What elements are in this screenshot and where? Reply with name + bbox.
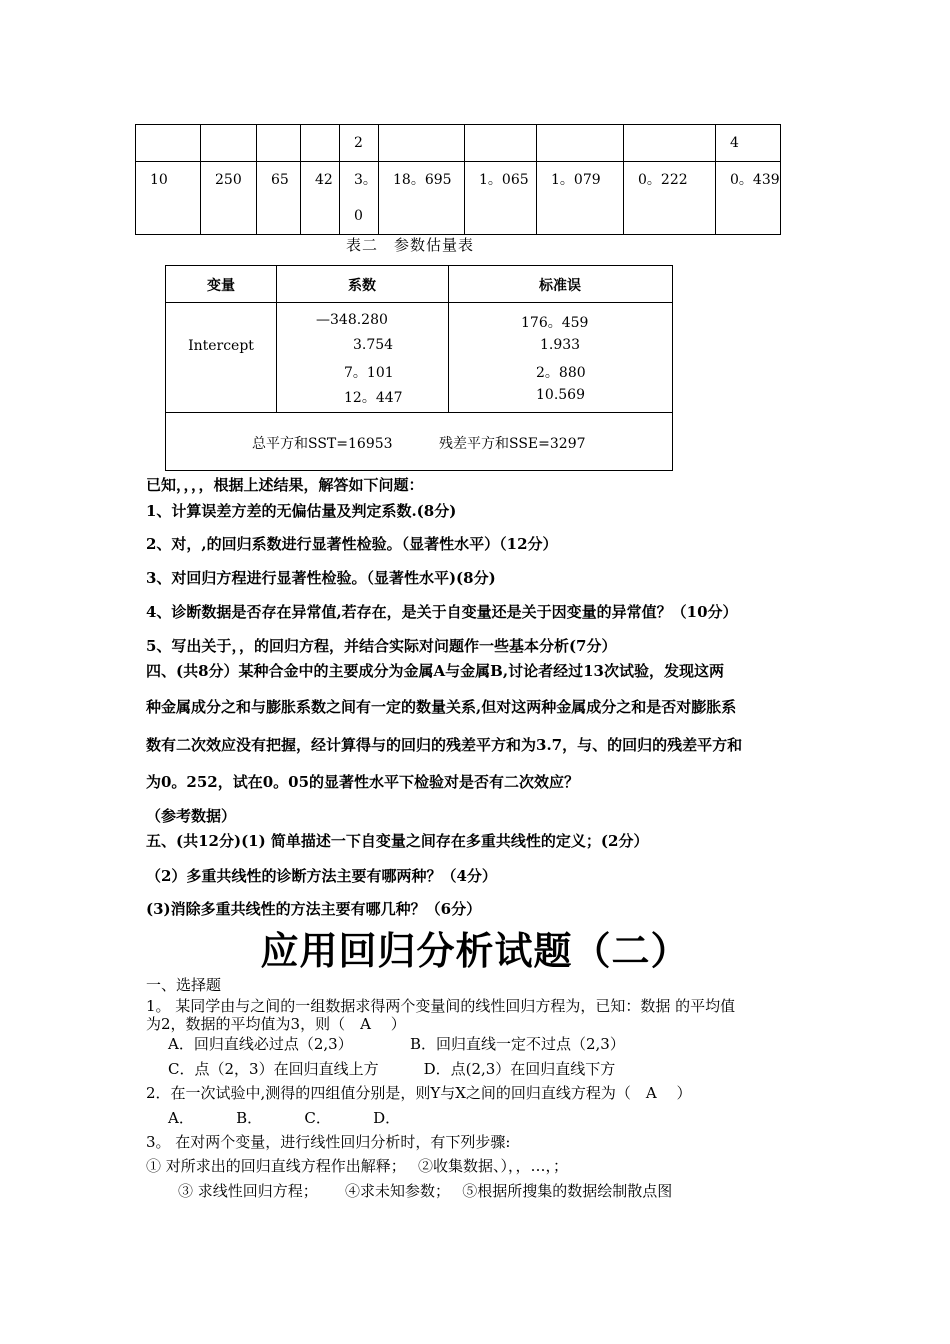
table-cell: 42 [301,162,340,235]
std-error: 176。459 [521,315,589,331]
question-line: 种金属成分之和与膨胀系数之间有一定的数量关系,但对这两种金属成分之和是否对膨胀系 [146,698,737,716]
table-cell [465,125,537,162]
step-line: ③ 求线性回归方程； ④求未知参数； ⑤根据所搜集的数据绘制散点图 [178,1182,673,1200]
std-error: 2。880 [536,365,586,381]
table-cell: 2 [340,125,379,162]
option-line: C．点（2，3）在回归直线上方 D．点(2,3）在回归直线下方 [168,1060,616,1078]
question-line: 1。 某同学由与之间的一组数据求得两个变量间的线性回归方程为，已知：数据 的平均值 [146,997,736,1015]
table-cell: 10 [136,162,201,235]
question-line: （2）多重共线性的诊断方法主要有哪两种？（4分） [146,867,497,885]
question-line: 3。 在对两个变量，进行线性回归分析时，有下列步骤: [146,1133,511,1151]
data-table [135,124,781,235]
question-line: 2．在一次试验中,测得的四组值分别是，则Y与X之间的回归直线方程为（ A ） [146,1084,692,1102]
table-cell: 0。439 [716,162,781,235]
variable-name: Intercept [188,338,254,354]
header-variable: 变量 [207,278,235,294]
table-cell [537,125,624,162]
section-heading: 一、选择题 [146,976,222,994]
table-cell: 250 [201,162,257,235]
question-line: 四、(共8分）某种合金中的主要成分为金属A与金属B,讨论者经过13次试验，发现这两 [146,662,724,680]
table-cell: 1。065 [465,162,537,235]
table-cell: 18。695 [379,162,465,235]
question-line: 为2，数据的平均值为3，则（ A ） [146,1015,406,1033]
table-cell: 65 [257,162,301,235]
question-line: 4、诊断数据是否存在异常值,若存在，是关于自变量还是关于因变量的异常值？（10分） [146,603,738,621]
question-line: (3)消除多重共线性的方法主要有哪几种？（6分） [146,900,482,918]
table-cell: 4 [716,125,781,162]
question-line: 5、写出关于，，的回归方程，并结合实际对问题作一些基本分析(7分） [146,637,617,655]
table-cell [201,125,257,162]
option-line: A．回归直线必过点（2,3） B．回归直线一定不过点（2,3） [168,1035,625,1053]
table-cell [301,125,340,162]
sst-text: 总平方和SST=16953 [252,436,393,452]
question-line: 3、对回归方程进行显著性检验。（显著性水平)(8分) [146,569,496,587]
table-cell: 0。222 [624,162,716,235]
std-error: 10.569 [536,387,585,403]
question-line: 已知，，，，根据上述结果，解答如下问题： [146,476,424,494]
parameter-table [165,265,673,471]
coefficient: 12。447 [344,390,403,406]
option-line: A． B． C． D． [168,1109,401,1127]
coefficient: 7。101 [344,365,394,381]
page-title: 应用回归分析试题（二） [260,928,690,973]
table-caption: 表二 参数估量表 [346,236,475,254]
sse-text: 残差平方和SSE=3297 [439,436,586,452]
coefficient: 3.754 [353,337,394,353]
question-line: 数有二次效应没有把握，经计算得与的回归的残差平方和为3.7，与、的回归的残差平方和 [146,736,743,754]
table-cell [379,125,465,162]
header-coefficient: 系数 [348,278,376,294]
question-line: 五、(共12分)(1) 简单描述一下自变量之间存在多重共线性的定义；(2分） [146,832,649,850]
table-cell [136,125,201,162]
table-cell: 3。0 [340,162,379,235]
table-cell [624,125,716,162]
coefficient: —348.280 [316,312,388,328]
header-std-error: 标准误 [539,278,581,294]
table-row [136,162,781,235]
question-line: 2、对，,的回归系数进行显著性检验。（显著性水平）（12分） [146,535,558,553]
table-row [136,125,781,162]
step-line: ① 对所求出的回归直线方程作出解释； ②收集数据、），，…，； [146,1157,569,1175]
question-line: 1、计算误差方差的无偏估量及判定系数.(8分) [146,502,457,520]
std-error: 1.933 [540,337,581,353]
table-cell [257,125,301,162]
table-cell: 1。079 [537,162,624,235]
question-line: 为0。252，试在0。05的显著性水平下检验对是否有二次效应？ [146,773,580,791]
question-line: （参考数据） [146,807,237,825]
